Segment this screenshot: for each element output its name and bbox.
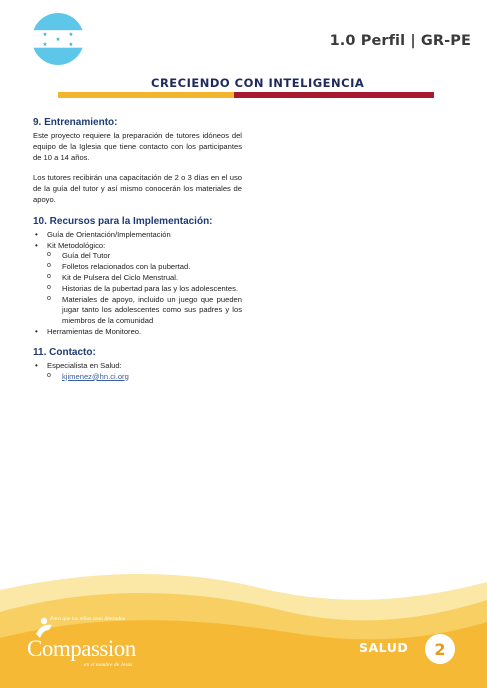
title-underline-red — [234, 92, 434, 98]
svg-text:★: ★ — [68, 32, 74, 38]
svg-text:★: ★ — [42, 32, 48, 38]
email-link[interactable]: kjimenez@hn.ci.org — [62, 371, 129, 381]
contacto-sublist — [33, 372, 242, 383]
paragraph-entrenamiento-1: Este proyecto requiere la preparación de tutores idóneos del equipo de la Iglesia que tiene contacto con los participantes de 10 a 14 años. — [33, 131, 242, 162]
svg-text:★: ★ — [68, 42, 74, 48]
recursos-list — [33, 230, 242, 252]
page-number-badge: 2 — [425, 634, 455, 664]
document-body — [33, 117, 242, 382]
section-title: CRECIENDO CON INTELIGENCIA — [151, 76, 365, 90]
contact-item — [33, 372, 242, 383]
honduras-flag-icon — [32, 13, 84, 65]
title-underline-yellow — [58, 92, 234, 98]
document-code: 1.0 Perfil | GR-PE — [329, 33, 471, 49]
logo-tagline-bottom: en el nombre de Jesús — [84, 662, 133, 668]
kit-item: o Guía del Tutor — [33, 251, 242, 262]
svg-text:★: ★ — [42, 42, 48, 48]
kit-item: o Folletos relacionados con la pubertad. — [33, 262, 242, 273]
footer-section-label: SALUD — [359, 640, 409, 655]
heading-recursos: 10. Recursos para la Implementación: — [33, 215, 213, 227]
heading-entrenamiento: 9. Entrenamiento: — [33, 117, 118, 128]
logo-tagline-top: Para que los niños sean liberados — [50, 616, 126, 622]
list-item-kit-label: Kit Metodológico: — [47, 240, 106, 250]
list-item-herramientas: • Herramientas de Monitoreo. — [33, 327, 242, 338]
list-item-especialista: • Especialista en Salud: — [33, 361, 242, 372]
list-item-kit — [33, 241, 242, 252]
contacto-list — [33, 361, 242, 372]
paragraph-entrenamiento-2: Los tutores recibirán una capacitación de 2 o 3 días en el uso de la guía del tutor y así mismo conocerán los materiales de apoyo. — [33, 173, 242, 204]
recursos-list-continued — [33, 327, 242, 338]
heading-contacto: 11. Contacto: — [33, 346, 96, 358]
logo-wordmark: Compassion — [27, 636, 136, 661]
list-item-guia: • Guía de Orientación/Implementación — [33, 230, 242, 241]
kit-item: o Materiales de apoyo, incluido un juego que pueden jugar tanto los adolescentes como sus padres y los miembros de la comunidad — [33, 295, 242, 327]
kit-item: o Kit de Pulsera del Ciclo Menstrual. — [33, 273, 242, 284]
svg-text:★: ★ — [55, 37, 61, 43]
kit-item: o Historias de la pubertad para las y los adolescentes. — [33, 284, 242, 295]
kit-sublist — [33, 251, 242, 327]
